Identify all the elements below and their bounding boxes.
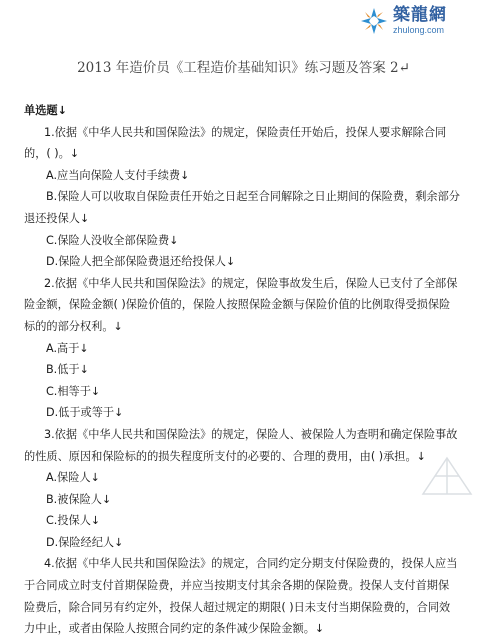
site-logo (359, 6, 447, 36)
question-2-option-b: B.低于↓ (46, 363, 89, 377)
question-2-option-d: D.低于或等于↓ (46, 406, 124, 420)
question-4-stem: 4.依据《中华人民共和国保险法》的规定，合同约定分期支付保险费的，投保人应当于合同成立时支付首期保险费，并应当按期支付其余各期的保险费。投保人支付首期保险费后，除合同另有约定外，投保人超过规定的期限( )日未支付当期保险费的，合同效力中止，或者由保险人按照合同约定的条件减少保险金额。↓ (24, 557, 458, 636)
question-1-option-c: C.保险人没收全部保险费↓ (46, 233, 179, 247)
logo-domain: zhulong.com (393, 25, 445, 35)
question-2-stem: 2.依据《中华人民共和国保险法》的规定，保险事故发生后，保险人已支付了全部保险金额，保险金额( )保险价值的，保险人按照保险金额与保险价值的比例取得受损保险标的的部分权利。↓ (24, 276, 458, 333)
question-3-option-a: A.保险人↓ (46, 471, 100, 485)
question-3-option-b: B.被保险人↓ (46, 492, 112, 506)
question-3-option-d: D.保险经纪人↓ (46, 535, 124, 549)
question-3-stem: 3.依据《中华人民共和国保险法》的规定，保险人、被保险人为查明和确定保险事故的性质、原因和保险标的的损失程度所支付的必要的、合理的费用，由( )承担。↓ (24, 427, 458, 463)
section-heading: 单选题↓ (24, 104, 67, 117)
question-2-option-c: C.相等于↓ (46, 384, 101, 398)
logo-chinese-name: 築龍網 (393, 5, 447, 25)
question-2-option-a: A.高于↓ (46, 341, 89, 355)
question-1-option-a: A.应当向保险人支付手续费↓ (46, 168, 190, 182)
zhulong-logo-icon (359, 6, 389, 36)
question-1-option-b: B.保险人可以收取自保险责任开始之日起至合同解除之日止期间的保险费，剩余部分退还投保人↓ (24, 190, 460, 225)
document-body (24, 100, 460, 640)
question-1-stem: 1.依据《中华人民共和国保险法》的规定，保险责任开始后，投保人要求解除合同的，( )。↓ (24, 125, 447, 161)
question-1-option-d: D.保险人把全部保险费退还给投保人↓ (46, 255, 236, 269)
document-title: 2013 年造价员《工程造价基础知识》练习题及答案 2↵ (77, 60, 410, 76)
watermark-icon (419, 454, 475, 502)
watermark-logo (419, 454, 475, 502)
question-3-option-c: C.投保人↓ (46, 514, 101, 528)
